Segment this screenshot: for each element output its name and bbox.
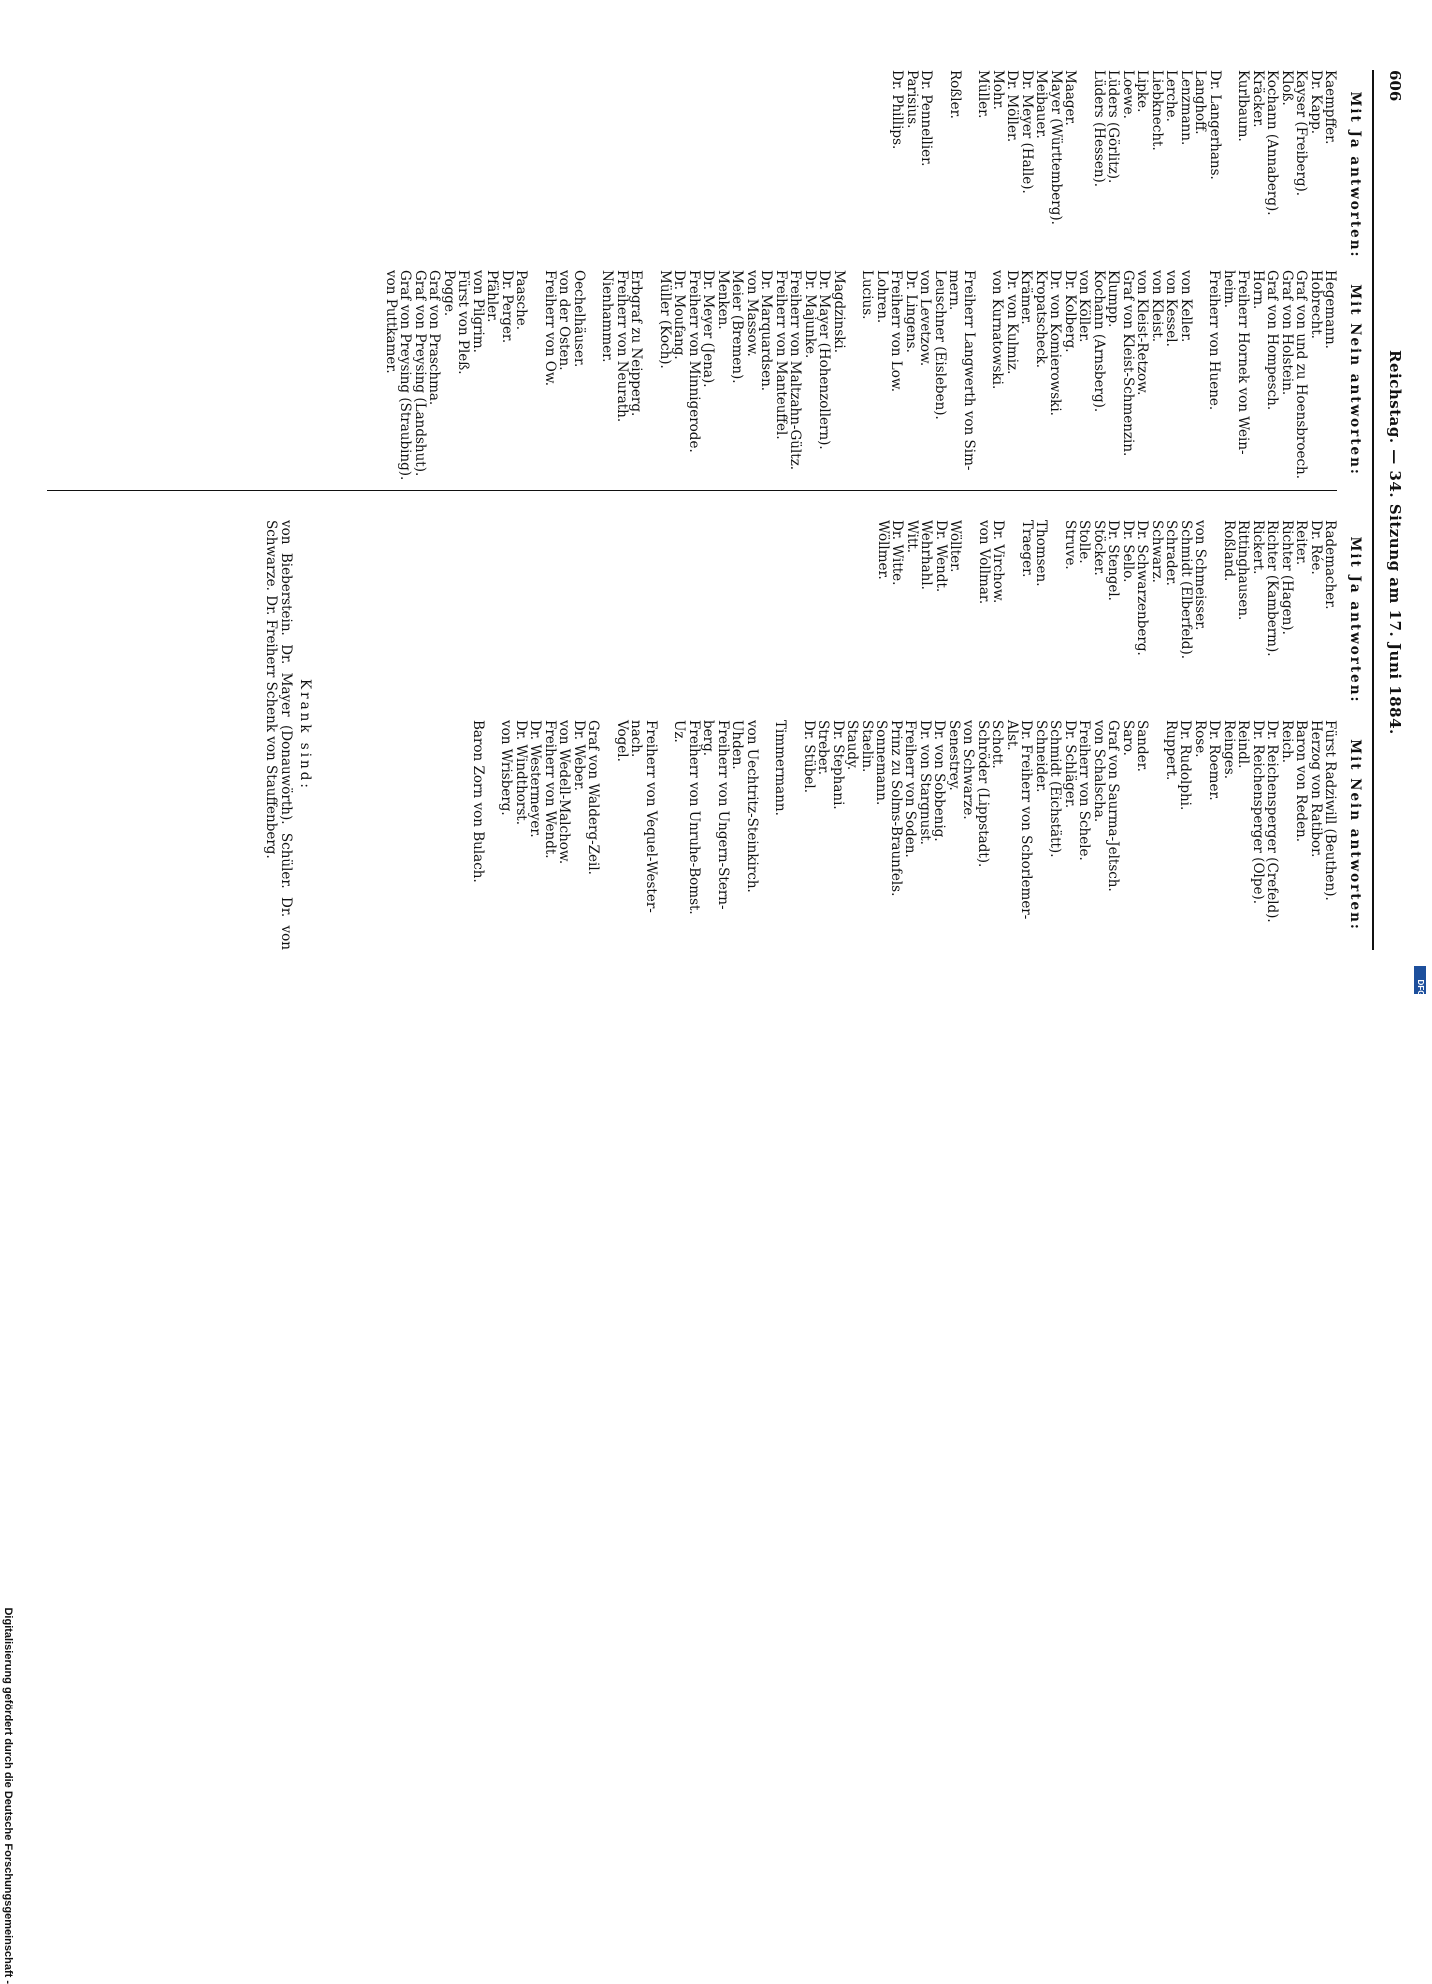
group-gap [1078, 70, 1092, 280]
list-item: Baron Zorn von Bulach. [470, 720, 486, 883]
list-item: Freiherr von Low. [888, 270, 905, 393]
list-item: Wöllmer. [875, 520, 891, 580]
list-item: Dr. Reichensperger (Olpe). [1250, 720, 1266, 905]
group-gap [934, 70, 948, 280]
list-item: Saro. [1120, 720, 1136, 756]
list-item: Schmidt (Elberfeld). [1178, 520, 1194, 660]
list-item: Dr. Rée. [1308, 520, 1324, 575]
list-item: Dr. Wendt. [933, 520, 949, 593]
list-item: von Puttkamer. [383, 270, 399, 374]
list-item: Graf von Hompesch. [1264, 270, 1281, 411]
list-item: Freiherr von Wendt. [542, 720, 558, 859]
list-item: Thomsen. [1033, 520, 1050, 587]
list-item: Menken. [715, 270, 731, 330]
sick-section [264, 520, 313, 950]
list-item: von Kleist. [1149, 270, 1165, 343]
dfg-logo [1414, 966, 1426, 997]
list-item: Freiherr von Vequel-Wester- [643, 720, 659, 913]
list-item: Freiherr von Maltzahn-Gültz. [787, 270, 804, 471]
group-gap [1006, 520, 1020, 720]
list-item: Richter (Hagen). [1279, 520, 1295, 635]
list-item: Dr. Virchow. [990, 520, 1007, 604]
list-item: von Schwarze. [960, 720, 977, 820]
page-header [1380, 70, 1402, 950]
list-item: Schneider. [1033, 720, 1049, 793]
list-item: Dr. Möller. [1004, 70, 1021, 143]
list-item: Senestrey. [946, 720, 962, 791]
list-item: von Schmeisser. [1192, 520, 1209, 631]
sick-title: Krank sind: [297, 679, 313, 791]
list-item: Dr. Schwarzenberg. [1134, 520, 1151, 656]
column-yes-right [876, 520, 1363, 720]
list-item: Magdzinski. [831, 270, 847, 353]
list-item: von Uechtritz-Steinkirch. [744, 720, 760, 893]
list-item: Pfähler. [484, 270, 501, 323]
list-item: Oechelhäuser. [571, 270, 587, 368]
footer-credit: Digitalisierung gefördert durch die Deutsche Forschungsgemeinschaft - [2, 1607, 14, 1984]
name-list [384, 270, 1338, 490]
list-item: Alst. [1004, 720, 1020, 751]
list-item: Klumpp. [1105, 270, 1122, 328]
list-item: Schwarz. [1149, 520, 1165, 583]
list-item: Graf von und zu Hoensbroech. [1293, 270, 1310, 480]
name-list [890, 70, 1338, 280]
list-item: berg. [700, 720, 717, 757]
list-item: Kochann (Annaberg). [1264, 70, 1281, 216]
column-heading: Mit Ja antworten: [1347, 91, 1363, 259]
group-gap [963, 520, 977, 720]
list-item: Kloß. [1279, 70, 1295, 106]
list-item: Dr. Stephani. [830, 720, 846, 810]
list-item: von Wrisberg. [498, 720, 515, 816]
list-item: Maager. [1062, 70, 1079, 126]
list-item: Pogge. [441, 270, 457, 317]
list-item: Horn. [1250, 270, 1266, 310]
list-item: Dr. Langerhans. [1207, 70, 1223, 180]
list-item: Hegemann. [1322, 270, 1339, 349]
list-item: Baron von Reden. [1293, 720, 1310, 843]
list-item: Dr. Moufang. [671, 270, 688, 360]
list-item: Lenzmann. [1178, 70, 1194, 146]
list-item: Lerche. [1163, 70, 1180, 122]
list-item: von Kurnatowski. [989, 270, 1006, 390]
list-item: Dr. Kapp. [1308, 70, 1324, 135]
list-item: Lüders (Görlitz). [1105, 70, 1122, 184]
list-item: Rademacher. [1322, 520, 1339, 610]
list-item: Leuschner (Eisleben). [932, 270, 948, 420]
list-item: Uz. [671, 720, 688, 743]
list-item: Paasche. [513, 270, 530, 331]
list-item: Schmidt (Eichstätt). [1047, 720, 1064, 858]
list-item: Freiherr Hornek von Wein- [1235, 270, 1252, 455]
list-item: Liebknecht. [1149, 70, 1165, 151]
list-item: Wehrhahl. [918, 520, 935, 590]
list-item: Streber. [815, 720, 832, 776]
list-item: Dr. von Kulmiz. [1004, 270, 1020, 375]
group-gap [529, 270, 543, 490]
list-item: Staelin. [859, 720, 875, 773]
list-item: Reich. [1279, 720, 1295, 764]
list-item: Ruppert. [1163, 720, 1179, 781]
list-item: Prinz zu Solms-Braunfels. [888, 720, 904, 897]
list-item: Stolle. [1076, 520, 1093, 564]
list-item: Fürst Radziwill (Beuthen). [1322, 720, 1339, 901]
name-list [876, 520, 1338, 720]
list-item: heim. [1221, 270, 1237, 309]
list-item: Struve. [1062, 520, 1078, 570]
list-item: Dr. Pennellier. [918, 70, 935, 167]
list-item: Graf von Preysing (Landshut). [412, 270, 428, 477]
list-item: Reiter. [1293, 520, 1310, 566]
group-gap [658, 720, 672, 950]
list-item: Reinges. [1221, 720, 1237, 780]
group-gap [976, 270, 990, 490]
list-item: Dr. von Stargnust. [917, 720, 933, 845]
list-item: Krämer. [1018, 270, 1035, 325]
list-item: Parisius. [904, 70, 920, 129]
list-item: Dr. Rudolphi. [1177, 720, 1194, 811]
list-item: Mohr. [990, 70, 1006, 110]
list-item: Traeger. [1019, 520, 1035, 578]
running-title: Reichstag. — 34. Sitzung am 17. Juni 1884. [1386, 350, 1404, 735]
list-item: Dr. von Komierowski. [1047, 270, 1064, 416]
list-item: Graf von Saurma-Jeltsch. [1105, 720, 1122, 892]
list-item: Dr. Mayer (Hohenzollern). [816, 270, 833, 450]
list-item: Langhoff. [1192, 70, 1209, 135]
list-item: Freiherr von Ow. [542, 270, 558, 387]
list-item: Witt. [904, 520, 920, 554]
list-item: Reindl. [1235, 720, 1252, 769]
list-item: Loewe. [1120, 70, 1136, 119]
group-gap [962, 70, 976, 280]
list-item: mern. [946, 270, 963, 311]
list-item: Mayer (Württemberg). [1048, 70, 1064, 225]
list-item: Lucius. [859, 270, 876, 320]
list-item: Dr. Schläger. [1062, 720, 1078, 809]
group-gap [788, 720, 802, 950]
list-item: von Keller. [1178, 270, 1194, 343]
footer-strip [0, 984, 1432, 1984]
list-item: von Kessel. [1163, 270, 1180, 347]
list-item: Dr. Perger. [499, 270, 515, 344]
list-item: Schrader. [1163, 520, 1180, 586]
list-item: Schröder (Lippstadt). [975, 720, 991, 868]
list-item: Freiherr von Huene. [1206, 270, 1223, 411]
group-gap [485, 720, 499, 950]
list-item: Dr. Freiherr von Schorlemer- [1018, 720, 1035, 920]
group-gap [1150, 720, 1164, 950]
list-item: Dr. Stengel. [1105, 520, 1122, 601]
list-item: von Wedell-Malchow. [556, 720, 573, 865]
list-item: von Kleist-Retzow. [1134, 270, 1151, 396]
list-item: Dr. Kolberg. [1062, 270, 1078, 353]
list-item: Graf von Praschma. [426, 270, 443, 406]
list-item: Dr. Lingens. [903, 270, 919, 353]
list-item: Roßler. [947, 70, 963, 119]
group-gap [1049, 520, 1063, 720]
list-item: Freiherr von Soden. [902, 720, 919, 858]
list-item: Kropatscheck. [1033, 270, 1049, 368]
list-item: Dr. Westermeyer. [527, 720, 544, 838]
header-rule [1372, 70, 1374, 950]
list-item: Dr. Weber. [571, 720, 587, 792]
list-item: von Pilgrim. [470, 270, 486, 353]
list-item: Herzog von Ratibor. [1308, 720, 1324, 858]
list-item: Staudy. [844, 720, 861, 771]
column-heading: Mit Nein antworten: [1347, 284, 1363, 476]
list-item: Kochann (Arnsberg). [1091, 270, 1107, 413]
sick-text: von Bieberstein. Dr. Mayer (Donauwörth). Schüler. Dr. von Schwarze. Dr. Freiherr Schenk von Stauffenberg. [263, 520, 295, 950]
list-item: Wöllter. [947, 520, 964, 573]
list-item: Freiherr von Schele. [1076, 720, 1093, 861]
group-gap [586, 270, 600, 490]
list-item: Sonnemann. [873, 720, 890, 806]
list-item: Freiherr von Ungern-Stern- [715, 720, 731, 910]
list-item: Dr. Majunke. [802, 270, 818, 359]
column-no-right [471, 720, 1363, 950]
list-item: Kayser (Freiberg). [1293, 70, 1310, 197]
group-gap [601, 720, 615, 950]
list-item: Dr. Sello. [1120, 520, 1136, 583]
group-gap [846, 270, 860, 490]
list-item: Dr. Roemer. [1206, 720, 1223, 801]
list-item: Graf von Kleist-Schmenzin. [1120, 270, 1136, 457]
list-item: Graf von Walderg-Zeil. [585, 720, 602, 875]
list-item: Dr. Phillips. [889, 70, 906, 150]
list-item: Dr. Marquardsen. [758, 270, 775, 392]
list-item: Müller (Koch). [657, 270, 673, 369]
list-item: Rose. [1192, 720, 1208, 758]
list-item: Rickert. [1250, 520, 1266, 575]
list-item: Kaempffer. [1322, 70, 1339, 145]
list-item: Lipke. [1134, 70, 1151, 113]
list-item: Sander. [1134, 720, 1151, 772]
column-no-left [384, 270, 1363, 490]
list-item: Dr. von Sobbenig. [931, 720, 948, 842]
column-divider [47, 490, 1337, 491]
list-item: Freiherr von Unruhe-Bomst. [686, 720, 702, 915]
list-item: Graf von Preysing (Straubing). [397, 270, 414, 481]
list-item: von Schalscha. [1091, 720, 1107, 823]
list-item: von der Osten. [556, 270, 573, 371]
list-item: Meier (Bremen). [729, 270, 746, 384]
list-item: Nienhammer. [599, 270, 616, 363]
group-gap [644, 270, 658, 490]
group-gap [1222, 70, 1236, 280]
name-list [471, 720, 1338, 950]
list-item: von Levetzow. [917, 270, 934, 367]
column-heading: Mit Ja antworten: [1347, 536, 1363, 704]
list-item: Dr. Meyer (Jena). [700, 270, 717, 388]
list-item: Freiherr von Manteuffel. [773, 270, 789, 440]
list-item: Müller. [975, 70, 992, 119]
list-item: Freiherr Langwerth von Sim- [961, 270, 977, 471]
column-yes-left [890, 70, 1362, 280]
list-item: Richter (Kamberm). [1264, 520, 1281, 657]
dfg-logo-text: DFG [1416, 979, 1425, 997]
list-item: von Vollmar. [976, 520, 992, 605]
column-heading: Mit Nein antworten: [1347, 739, 1363, 931]
list-item: Stöcker. [1091, 520, 1107, 576]
list-item: Uhden. [729, 720, 746, 770]
list-item: Vogel. [614, 720, 630, 762]
page-number: 606 [1386, 70, 1404, 102]
list-item: Fürst von Pleß. [455, 270, 472, 375]
list-item: Lüders (Hessen). [1091, 70, 1107, 188]
list-item: Hobrecht. [1308, 270, 1324, 339]
list-item: Dr. Witte. [889, 520, 906, 586]
list-item: Meibauer. [1033, 70, 1050, 139]
list-item: Rittinghausen. [1235, 520, 1252, 621]
list-item: Dr. Meyer (Halle). [1019, 70, 1035, 194]
list-item: nach. [628, 720, 645, 758]
list-item: Erbgraf zu Neipperg. [628, 270, 645, 417]
list-item: Timmermann. [772, 720, 789, 816]
list-item: Graf von Holstein. [1279, 270, 1295, 396]
list-item: Freiherr von Neurath. [614, 270, 630, 423]
group-gap [1208, 520, 1222, 720]
list-item: Kurlbaum. [1235, 70, 1252, 142]
list-item: von Massow. [744, 270, 760, 357]
group-gap [1193, 270, 1207, 490]
list-item: Roßland. [1221, 520, 1237, 582]
list-item: Lohren. [874, 270, 890, 324]
list-item: von Köller. [1076, 270, 1093, 343]
list-item: Schott. [989, 720, 1006, 769]
list-item: Dr. Reichensperger (Crefeld). [1264, 720, 1281, 923]
list-item: Freiherr von Minnigerode. [686, 270, 702, 453]
list-item: Kräcker. [1250, 70, 1266, 128]
list-item: Dr. Stübel. [801, 720, 817, 793]
list-item: Dr. Windthorst. [513, 720, 529, 826]
group-gap [759, 720, 773, 950]
